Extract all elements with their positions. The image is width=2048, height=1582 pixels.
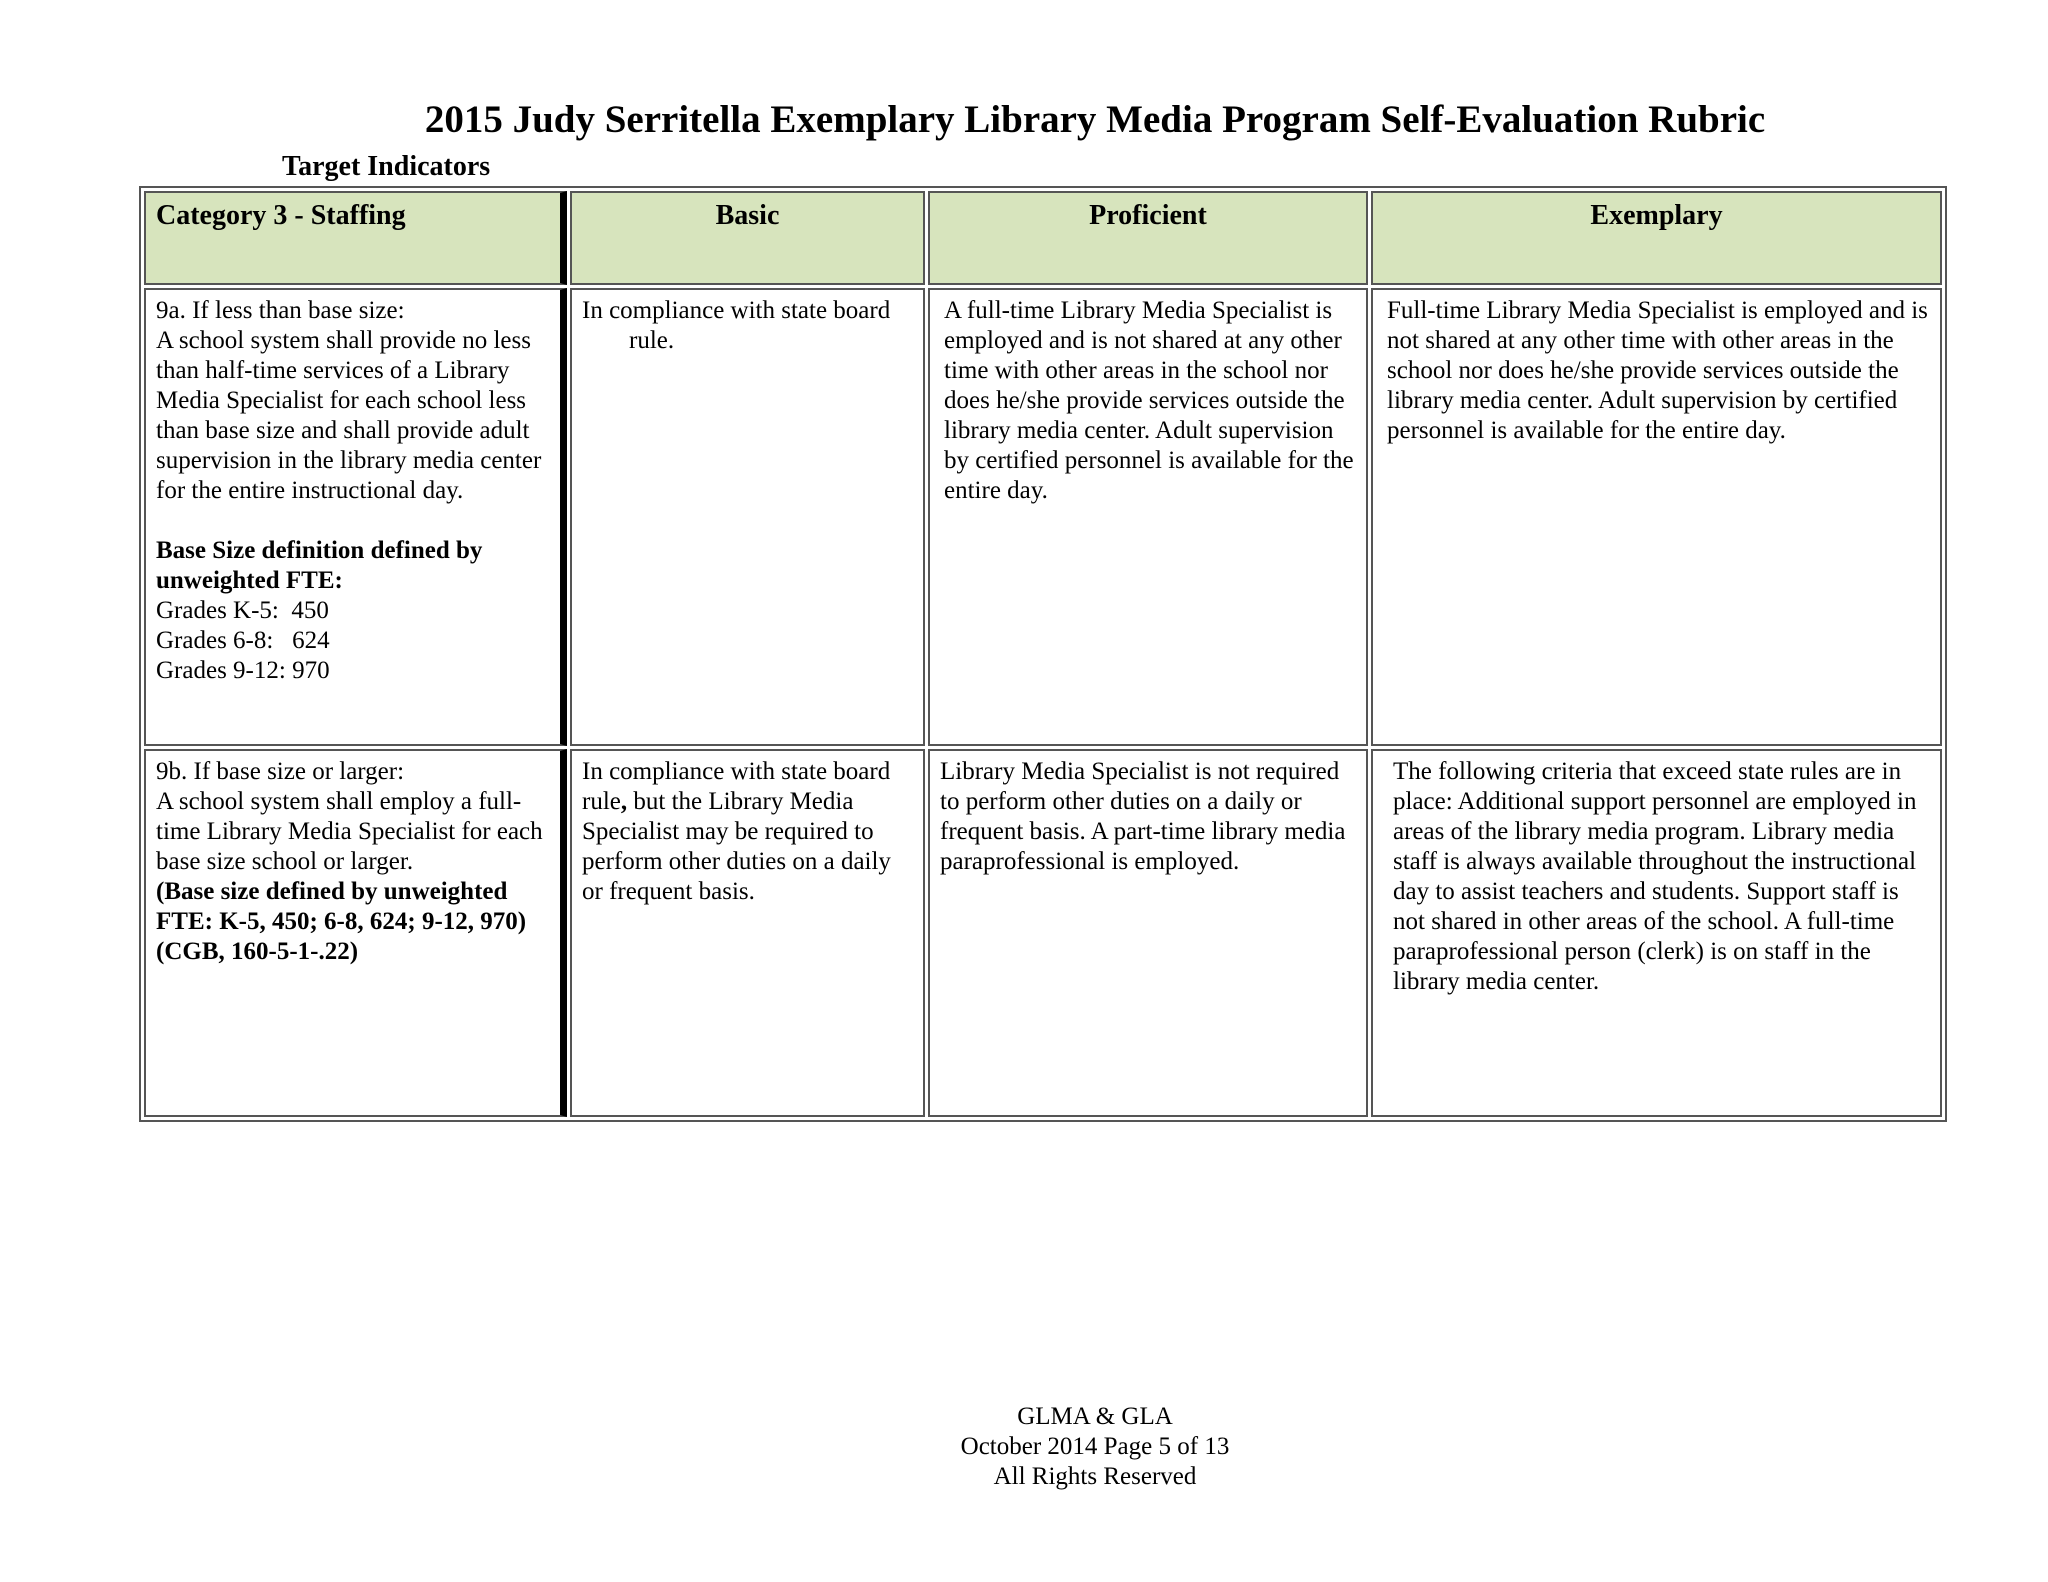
- page-footer: [0, 1402, 2048, 1492]
- indicator-heading: 9b. If base size or larger:: [156, 758, 405, 785]
- grade-line: Grades 9-12: 970: [156, 657, 330, 684]
- indicator-cell: [144, 749, 567, 1117]
- basic-text-part: In compliance with state board rule: [582, 758, 891, 815]
- footer-page-info: October 2014 Page 5 of 13: [960, 1433, 1230, 1460]
- proficient-text: Library Media Specialist is not required to perform other duties on a daily or frequent basis. A part-time library media paraprofessional is employed.: [940, 758, 1346, 875]
- page-subtitle: Target Indicators: [282, 151, 491, 182]
- basic-cell: [570, 749, 925, 1117]
- grade-line: Grades K-5: 450: [156, 597, 329, 624]
- column-header-category: Category 3 - Staffing: [144, 191, 567, 285]
- basic-cell: [570, 288, 925, 746]
- proficient-text: A full-time Library Media Specialist is employed and is not shared at any other time with other areas in the school nor does he/she provide services outside the library media center. Adult supervision by certified personnel is available for the entire day.: [944, 297, 1354, 504]
- column-header-exemplary: Exemplary: [1371, 191, 1942, 285]
- indicator-text: A school system shall provide no less than half-time services of a Library Media Specialist for each school less than base size and shall provide adult supervision in the library media center for the entire instructional day.: [156, 327, 542, 504]
- column-header-proficient: Proficient: [928, 191, 1368, 285]
- page-title: 2015 Judy Serritella Exemplary Library Media Program Self-Evaluation Rubric: [424, 98, 1766, 141]
- exemplary-cell: [1371, 288, 1942, 746]
- indicator-cell: [144, 288, 567, 746]
- table-row: [144, 288, 1942, 746]
- indicator-bold-text: (Base size defined by unweighted FTE: K-5, 450; 6-8, 624; 9-12, 970) (CGB, 160-5-1-.22): [156, 878, 527, 965]
- spacer: [156, 506, 550, 536]
- indicator-bold-text: Base Size definition defined by unweighted FTE:: [156, 537, 483, 594]
- basic-text-part: but the Library Media Specialist may be required to perform other duties on a daily or frequent basis.: [582, 788, 891, 905]
- indicator-heading: 9a. If less than base size:: [156, 297, 405, 324]
- footer-rights: All Rights Reserved: [993, 1463, 1197, 1490]
- indicator-text: A school system shall employ a full-time Library Media Specialist for each base size school or larger.: [156, 788, 543, 875]
- exemplary-text: Full-time Library Media Specialist is employed and is not shared at any other time with other areas in the school nor does he/she provide services outside the library media center. Adult supervision by certified personnel is available for the entire day.: [1387, 297, 1928, 444]
- table-row: [144, 749, 1942, 1117]
- footer-org: GLMA & GLA: [1017, 1403, 1173, 1430]
- basic-text: In compliance with state board rule.: [582, 297, 891, 354]
- proficient-cell: [928, 288, 1368, 746]
- column-header-basic: Basic: [570, 191, 925, 285]
- rubric-table: [139, 186, 1947, 1122]
- table-header-row: [144, 191, 1942, 285]
- exemplary-cell: [1371, 749, 1942, 1117]
- basic-text-comma: ,: [620, 788, 628, 815]
- grade-line: Grades 6-8: 624: [156, 627, 330, 654]
- proficient-cell: [928, 749, 1368, 1117]
- exemplary-text: The following criteria that exceed state rules are in place: Additional support personnel are employed in areas of the library media program. Library media staff is always available throughout the instructional day to assist teachers and students. Support staff is not shared in other areas of the school. A full-time paraprofessional person (clerk) is on staff in the library media center.: [1393, 758, 1917, 995]
